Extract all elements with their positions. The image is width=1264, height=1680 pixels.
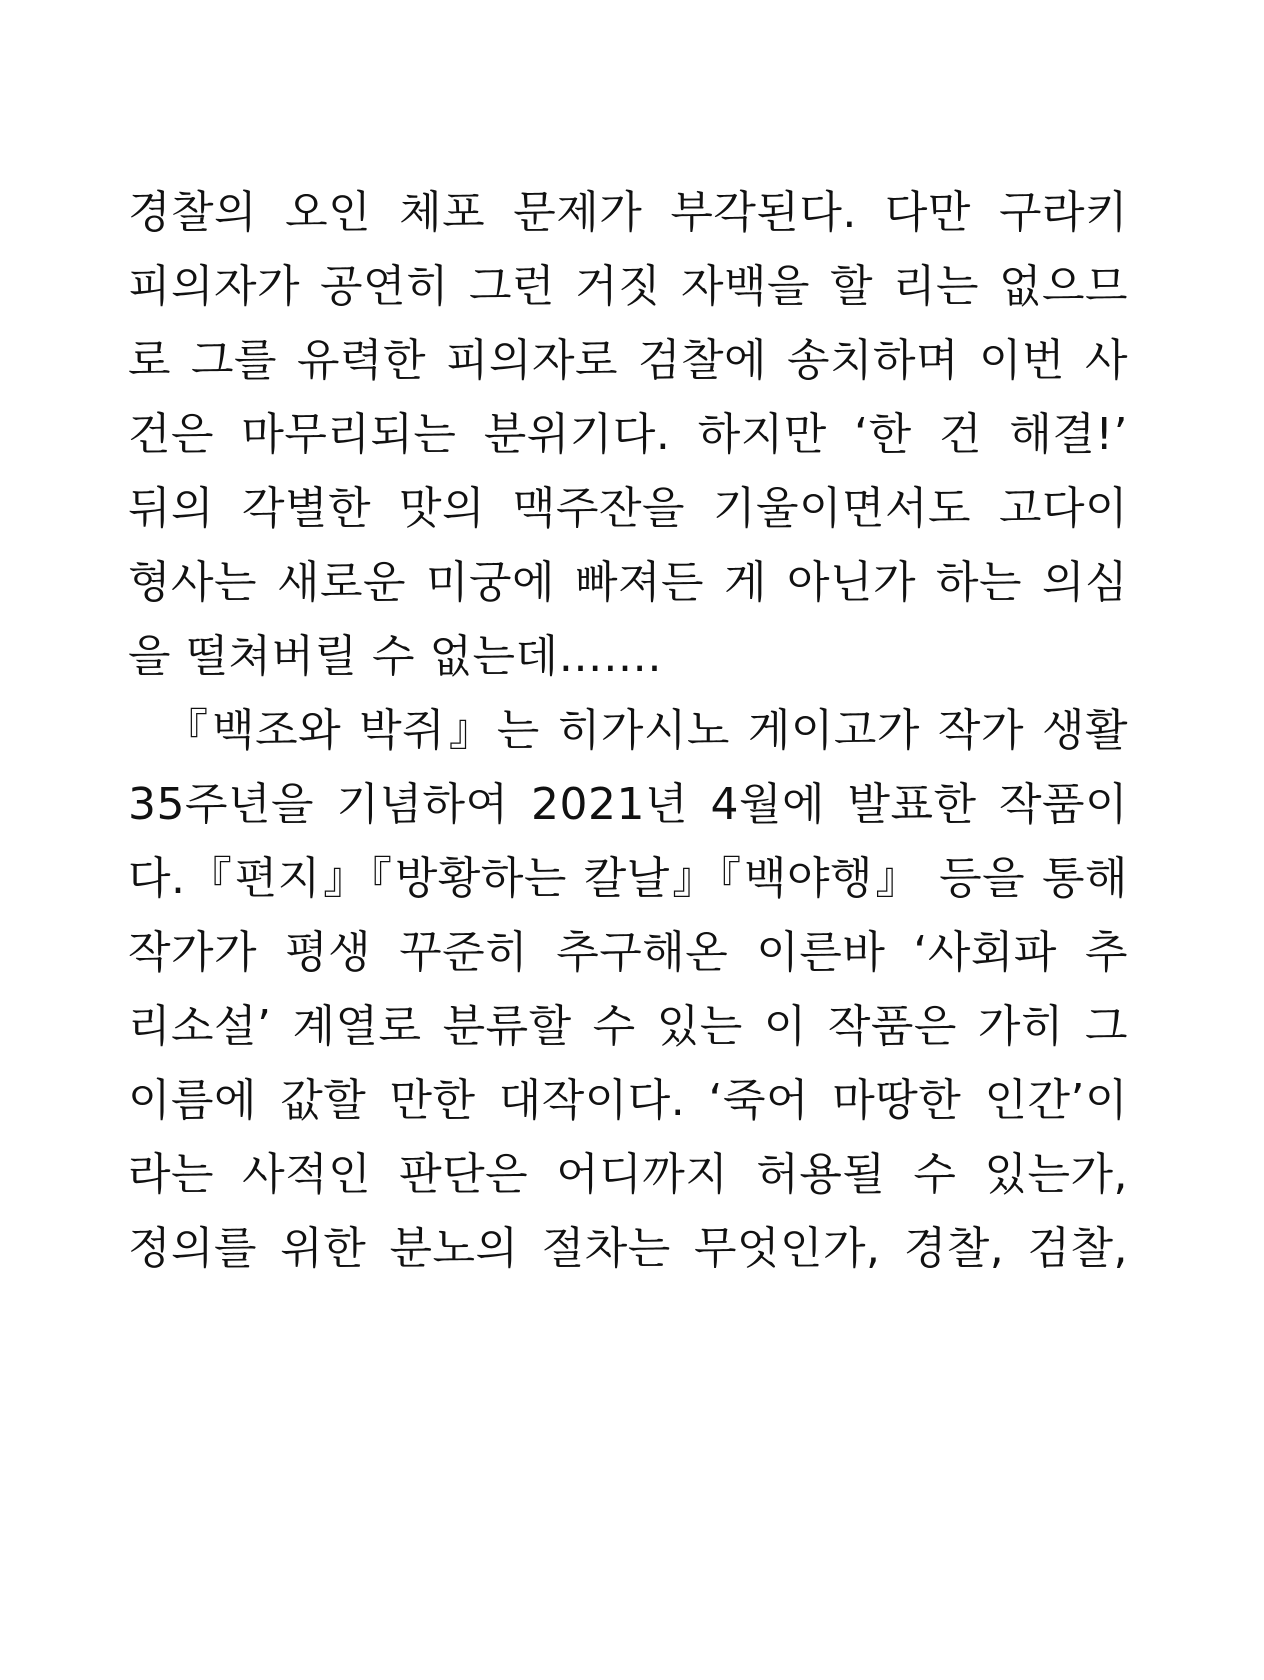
text-line: 다.『편지』『방황하는 칼날』『백야행』 등을 통해: [128, 853, 1128, 904]
text-line: 이름에 값할 만한 대작이다. ‘죽어 마땅한 인간’이: [128, 1075, 1128, 1126]
text-line: 작가가 평생 꾸준히 추구해온 이른바 ‘사회파 추: [128, 927, 1128, 978]
text-line: 을 떨쳐버릴 수 없는데…….: [128, 631, 662, 682]
text-line: 뒤의 각별한 맛의 맥주잔을 기울이면서도 고다이: [128, 483, 1128, 534]
text-line: 리소설’ 계열로 분류할 수 있는 이 작품은 가히 그: [128, 1001, 1128, 1052]
text-line: 35주년을 기념하여 2021년 4월에 발표한 작품이: [128, 779, 1128, 830]
body-text: [128, 176, 1128, 1286]
text-line: 정의를 위한 분노의 절차는 무엇인가, 경찰, 검찰,: [128, 1223, 1128, 1274]
text-line: 피의자가 공연히 그런 거짓 자백을 할 리는 없으므: [128, 261, 1128, 312]
text-line: 『백조와 박쥐』는 히가시노 게이고가 작가 생활: [128, 705, 1128, 756]
text-line: 건은 마무리되는 분위기다. 하지만 ‘한 건 해결!’: [128, 409, 1128, 460]
text-line: 형사는 새로운 미궁에 빠져든 게 아닌가 하는 의심: [128, 557, 1128, 608]
text-line: 경찰의 오인 체포 문제가 부각된다. 다만 구라키: [128, 187, 1128, 238]
text-line: 로 그를 유력한 피의자로 검찰에 송치하며 이번 사: [128, 335, 1128, 386]
text-line: 라는 사적인 판단은 어디까지 허용될 수 있는가,: [128, 1149, 1128, 1200]
